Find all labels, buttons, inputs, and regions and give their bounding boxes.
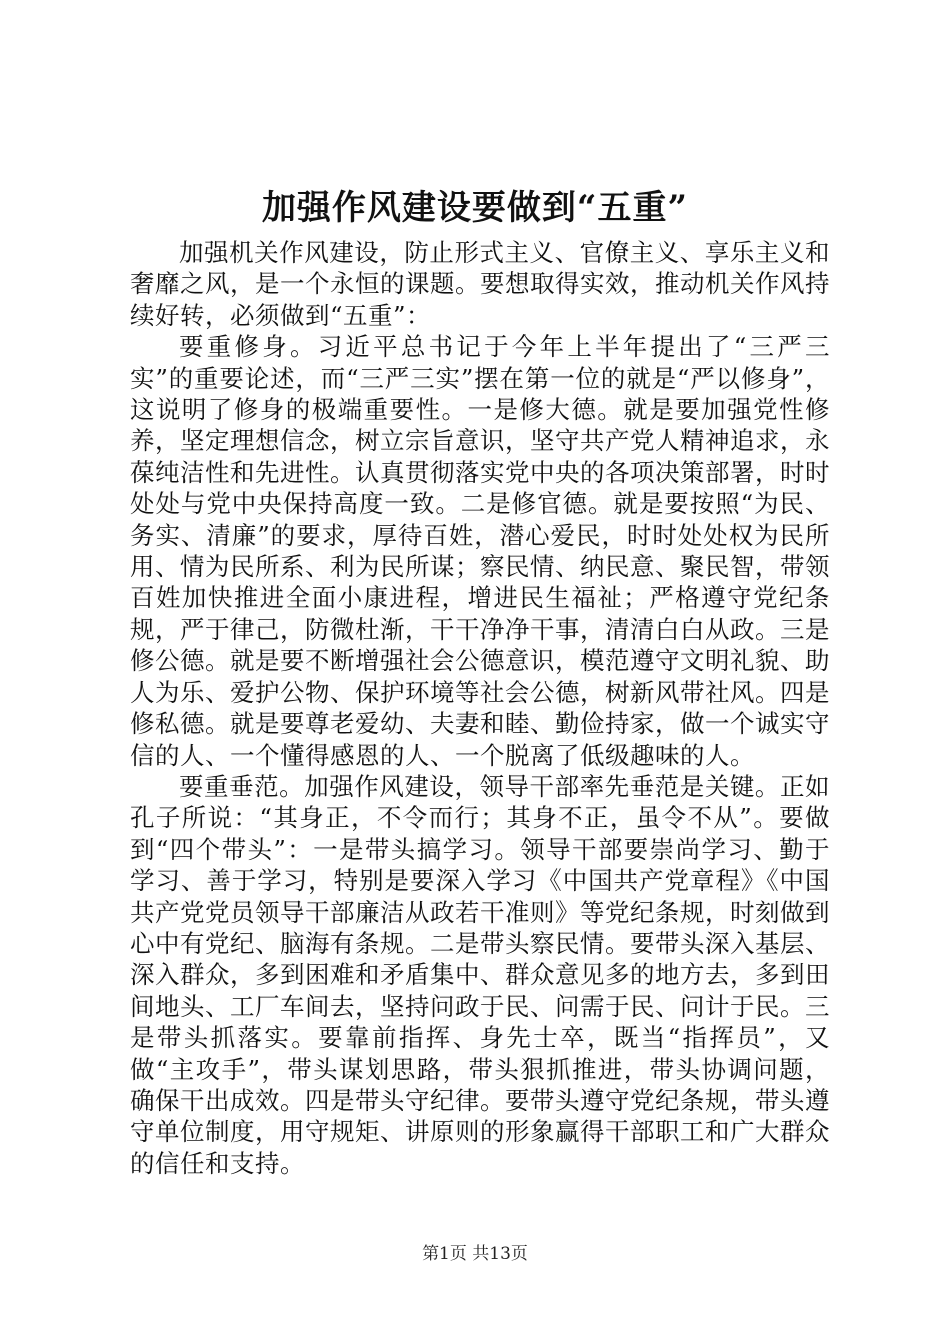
document-body — [130, 237, 830, 1179]
paragraph-self-cultivation: 要重修身。习近平总书记于今年上半年提出了“三严三实”的重要论述，而“三严三实”摆在第一位的就是“严以修身”，这说明了修身的极端重要性。一是修大德。就是要加强党性修养，坚定理想信念，树立宗旨意识，坚守共产党人精神追求，永葆纯洁性和先进性。认真贯彻落实党中央的各项决策部署，时时处处与党中央保持高度一致。二是修官德。就是要按照“为民、务实、清廉”的要求，厚待百姓，潜心爱民，时时处处权为民所用、情为民所系、利为民所谋；察民情、纳民意、聚民智，带领百姓加快推进全面小康进程，增进民生福祉；严格遵守党纪条规，严于律己，防微杜渐，干干净净干事，清清白白从政。三是修公德。就是要不断增强社会公德意识，模范遵守文明礼貌、助人为乐、爱护公物、保护环境等社会公德，树新风带社风。四是修私德。就是要尊老爱幼、夫妻和睦、勤俭持家，做一个诚实守信的人、一个懂得感恩的人、一个脱离了低级趣味的人。 — [130, 332, 830, 770]
page-number-footer: 第1页 共13页 — [422, 1244, 528, 1264]
document-title: 加强作风建设要做到“五重” — [261, 188, 689, 228]
paragraph-intro: 加强机关作风建设，防止形式主义、官僚主义、享乐主义和奢靡之风，是一个永恒的课题。要想取得实效，推动机关作风持续好转，必须做到“五重”： — [130, 238, 830, 330]
paragraph-setting-example: 要重垂范。加强作风建设，领导干部率先垂范是关键。正如孔子所说：“其身正，不令而行；其身不正，虽令不从”。要做到“四个带头”：一是带头搞学习。领导干部要崇尚学习、勤于学习、善于学习，特别是要深入学习《中国共产党章程》《中国共产党党员领导干部廉洁从政若干准则》等党纪条规，时刻做到心中有党纪、脑海有条规。二是带头察民情。要带头深入基层、深入群众，多到困难和矛盾集中、群众意见多的地方去，多到田间地头、工厂车间去，坚持问政于民、问需于民、问计于民。三是带头抓落实。要靠前指挥、身先士卒，既当“指挥员”，又做“主攻手”，带头谋划思路，带头狠抓推进，带头协调问题，确保干出成效。四是带头守纪律。要带头遵守党纪条规，带头遵守单位制度，用守规矩、讲原则的形象赢得干部职工和广大群众的信任和支持。 — [130, 771, 830, 1178]
